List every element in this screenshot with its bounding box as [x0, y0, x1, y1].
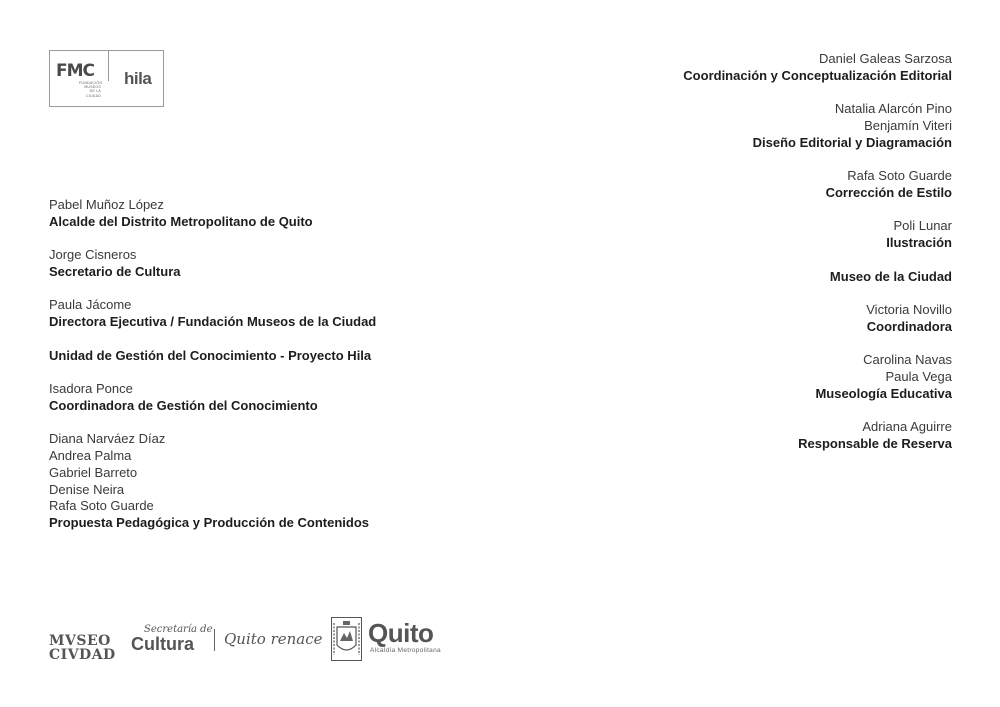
- museo-logo-line1: MVSEO: [49, 633, 111, 649]
- credit-block: [532, 352, 952, 402]
- credit-name: Poli Lunar: [893, 218, 952, 234]
- credit-role: Alcalde del Distrito Metropolitano de Quito: [49, 213, 313, 229]
- alcaldia-text: Alcaldía Metropolitana: [370, 647, 441, 654]
- right-credits: [532, 51, 952, 469]
- credit-role: Secretario de Cultura: [49, 263, 181, 279]
- sponsor-logos: [49, 612, 469, 664]
- credit-name: Diana Narváez Díaz: [49, 431, 166, 447]
- credit-name: Victoria Novillo: [866, 301, 952, 317]
- fmc-logo-text: FMC: [56, 61, 95, 81]
- credit-block: [532, 101, 952, 151]
- credit-name: Benjamín Viteri: [864, 117, 952, 133]
- quito-renace-text: Quito renace: [224, 630, 323, 648]
- credit-name: Rafa Soto Guarde: [847, 168, 952, 184]
- credit-role: Directora Ejecutiva / Fundación Museos de la Ciudad: [49, 314, 377, 330]
- credit-name: Daniel Galeas Sarzosa: [819, 51, 952, 66]
- credit-block: [49, 381, 469, 415]
- credit-name: Rafa Soto Guarde: [49, 498, 154, 514]
- credit-role: Corrección de Estilo: [825, 184, 952, 200]
- credit-block: [532, 419, 952, 453]
- credit-block: [49, 247, 469, 281]
- credit-name: Jorge Cisneros: [49, 247, 137, 263]
- credit-role: Coordinadora de Gestión del Conocimiento: [49, 397, 318, 413]
- credit-name: Paula Jácome: [49, 297, 132, 313]
- left-credits: [49, 197, 469, 549]
- credit-name: Carolina Navas: [863, 352, 952, 368]
- quito-crest-icon: [331, 617, 362, 661]
- secretaria-cultura-text: Cultura: [131, 634, 194, 654]
- credit-role: Coordinadora: [866, 318, 952, 334]
- credit-role: Ilustración: [886, 235, 952, 251]
- credit-role: Unidad de Gestión del Conocimiento - Proyecto Hila: [49, 347, 372, 363]
- credit-name: Natalia Alarcón Pino: [834, 101, 952, 117]
- logo-separator: [214, 629, 215, 651]
- quito-logo-text: Quito: [368, 618, 434, 648]
- credit-block: [532, 302, 952, 336]
- credit-role: Diseño Editorial y Diagramación: [752, 134, 952, 150]
- credit-name: Isadora Ponce: [49, 380, 133, 396]
- credit-role: Museología Educativa: [815, 385, 952, 401]
- credit-block: [49, 197, 469, 231]
- credit-block: [49, 297, 469, 331]
- museo-logo-line2: CIVDAD: [49, 647, 116, 663]
- museo-ciudad-logo: [49, 634, 116, 662]
- credit-name: Gabriel Barreto: [49, 464, 138, 480]
- credit-role: Responsable de Reserva: [798, 435, 952, 451]
- logo-divider: [108, 51, 109, 81]
- hila-logo-text: hila: [124, 69, 152, 88]
- credit-name: Paula Vega: [885, 368, 952, 384]
- credit-block: [49, 431, 469, 532]
- credit-role: Coordinación y Conceptualización Editorial: [683, 67, 952, 83]
- credit-name: Andrea Palma: [49, 447, 132, 463]
- credit-name: Denise Neira: [49, 481, 125, 497]
- credit-block: [532, 269, 952, 286]
- fmc-logo-subtitle: FUNDACIÓN MUSEOS DE LA CIUDAD: [79, 81, 103, 98]
- credit-block: [532, 168, 952, 202]
- credit-role: Propuesta Pedagógica y Producción de Contenidos: [49, 515, 369, 531]
- fmc-hila-logo: [49, 50, 164, 107]
- credit-block: [49, 348, 469, 365]
- credit-block: [532, 51, 952, 85]
- credit-name: Pabel Muñoz López: [49, 197, 164, 212]
- credit-role: Museo de la Ciudad: [829, 268, 952, 284]
- credit-name: Adriana Aguirre: [862, 419, 952, 435]
- credit-block: [532, 218, 952, 252]
- secretaria-script-text: Secretaría de: [144, 624, 213, 635]
